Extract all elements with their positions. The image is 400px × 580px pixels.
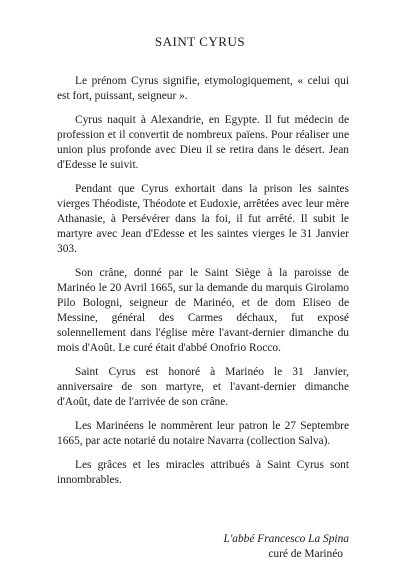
paragraph-name-meaning: Le prénom Cyrus signifie, etymologiquement, « celui qui est fort, puissant, seigneur ». (57, 75, 349, 102)
document-body (57, 74, 349, 497)
paragraph-feast-days: Saint Cyrus est honoré à Marinéo le 31 Janvier, anniversaire de son martyre, et l'avant-dernier dimanche d'Août, date de l'arrivée de son crâne. (57, 366, 349, 408)
paragraph-martyrdom: Pendant que Cyrus exhortait dans la prison les saintes vierges Théodiste, Théodote et Eudoxie, arrêtées avec leur mère Athanasie, à Persévérer dans la foi, il fut arrêté. Il subit le martyre avec Jean d'Edesse et les saintes vierges le 31 Janvier 303. (57, 183, 349, 255)
page-title: SAINT CYRUS (154, 34, 246, 49)
paragraph-patronage: Les Marinéens le nommèrent leur patron le 27 Septembre 1665, par acte notarié du notaire Navarra (collection Salva). (57, 420, 349, 447)
signature-block (57, 532, 349, 562)
signature-name: L'abbé Francesco La Spina (223, 533, 349, 545)
paragraph-miracles: Les grâces et les miracles attribués à Saint Cyrus sont innombrables. (57, 459, 349, 486)
paragraph-relic: Son crâne, donné par le Saint Siège à la paroisse de Marinéo le 20 Avril 1665, sur la demande du marquis Girolamo Pilo Bologni, seigneur de Marinéo, et de dom Eliseo de Messine, général des Carmes déchaux, fut exposé solennellement dans l'église mère l'avant-dernier dimanche du mois d'Août. Le curé était d'abbé Onofrio Rocco. (57, 267, 349, 354)
paragraph-birth: Cyrus naquit à Alexandrie, en Egypte. Il fut médecin de profession et il convertit de nombreux païens. Pour réaliser une union plus profonde avec Dieu il se retira dans le désert. Jean d'Edesse le suivit. (57, 114, 349, 171)
signature-role: curé de Marinéo (268, 548, 343, 560)
